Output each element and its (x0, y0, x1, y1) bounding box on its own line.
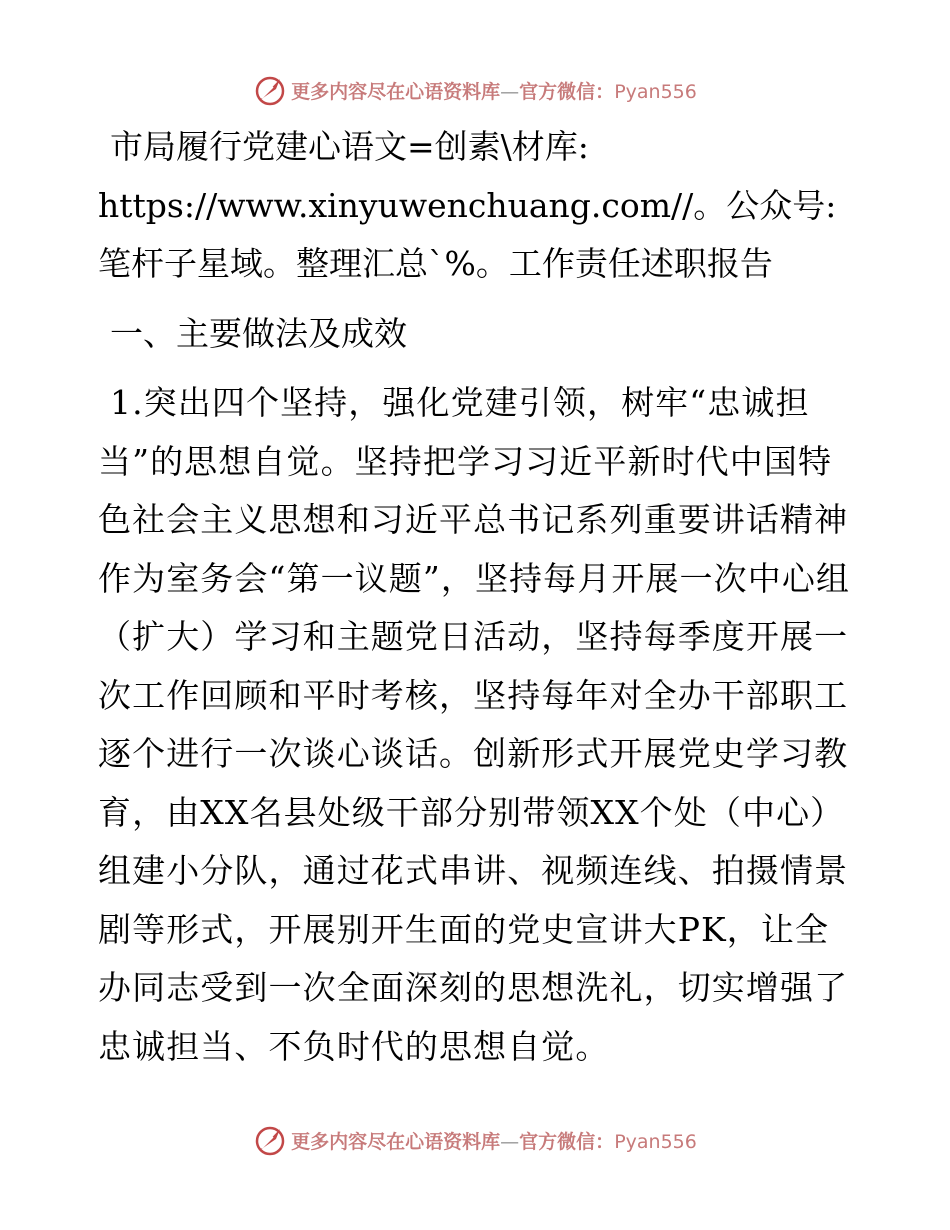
banner-wechat-id: Pyan556 (614, 1130, 697, 1153)
paragraph: 1.突出四个坚持，强化党建引领，树牢“忠诚担当”的思想自觉。坚持把学习习近平新时代中国特色社会主义思想和习近平总书记系列重要讲话精神作为室务会“第一议题”，坚持每月开展一次中心组（扩大）学习和主题党日活动，坚持每季度开展一次工作回顾和平时考核，坚持每年对全办干部职工逐个进行一次谈心谈话。创新形式开展党史学习教育，由XX名县处级干部分别带领XX个处（中心）组建小分队，通过花式串讲、视频连线、拍摄情景剧等形式，开展别开生面的党史宣讲大PK，让全办同志受到一次全面深刻的思想洗礼，切实增强了忠诚担当、不负时代的思想自觉。 (98, 383, 851, 1066)
banner-separator: — (500, 80, 520, 103)
banner-slogan: 更多内容尽在心语资料库 (291, 80, 501, 103)
quill-logo-icon (253, 73, 287, 107)
document-title: 市局履行党建心语文=创素\材库: https://www.xinyuwenchuang.com//。公众号: 笔杆子星域。整理汇总`%。工作责任述职报告 (98, 127, 837, 283)
document-body (98, 118, 858, 1076)
footer-banner (0, 1122, 950, 1158)
header-banner (0, 72, 950, 108)
banner-text (291, 1127, 697, 1154)
banner-wechat-label: 官方微信： (519, 80, 615, 103)
banner-wechat-id: Pyan556 (614, 80, 697, 103)
banner-slogan: 更多内容尽在心语资料库 (291, 1130, 501, 1153)
banner-text (291, 77, 697, 104)
banner-separator: — (500, 1130, 520, 1153)
quill-logo-icon (253, 1123, 287, 1157)
banner-wechat-label: 官方微信： (519, 1130, 615, 1153)
section-heading: 一、主要做法及成效 (110, 313, 407, 353)
